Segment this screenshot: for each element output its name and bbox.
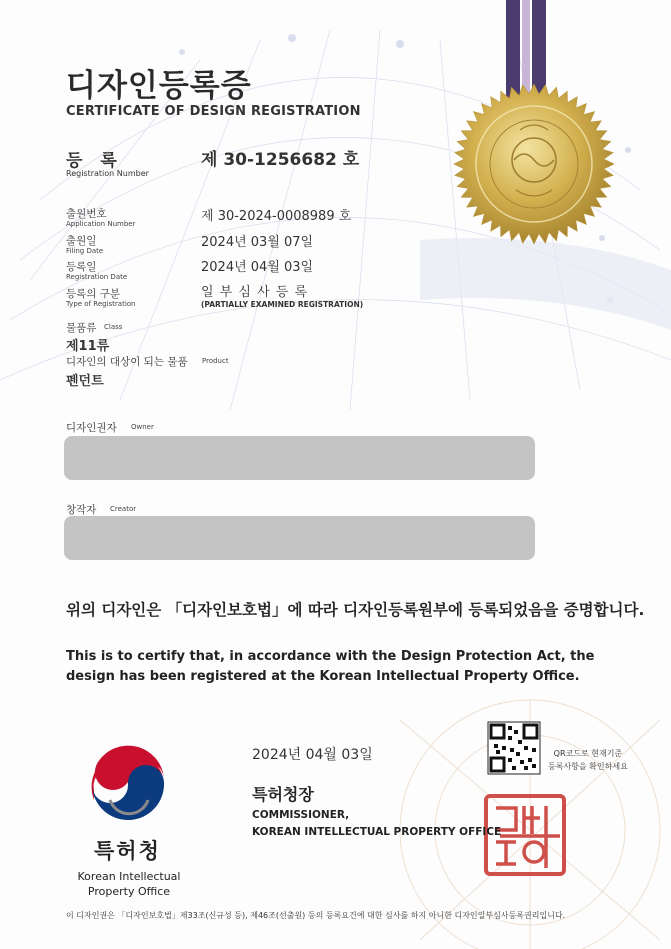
qr-note-line2: 등록사항을 확인하세요 <box>548 762 628 771</box>
owner-label-en: Owner <box>131 423 154 431</box>
office-name-korean: 특허청 <box>94 839 161 863</box>
creator-label-ko: 창작자 <box>66 504 97 516</box>
application-number-value: 제 30-2024-0008989 호 <box>201 209 352 224</box>
creator-redacted-box <box>64 516 535 560</box>
footer-note: 이 디자인권은 「디자인보호법」제33조(신규성 등), 제46조(선출원) 등의 등록요건에 대한 심사를 하지 아니한 디자인일부심사등록권리입니다. <box>66 911 566 920</box>
title-english: CERTIFICATE OF DESIGN REGISTRATION <box>66 104 361 119</box>
commissioner-english-line2: KOREAN INTELLECTUAL PROPERTY OFFICE <box>252 826 502 838</box>
certification-english: This is to certify that, in accordance with the Design Protection Act, the design has been registered at the Korean Intellectual Property Office. <box>66 649 595 684</box>
class-label-ko: 물품류 <box>66 322 97 334</box>
product-value: 펜던트 <box>66 374 104 389</box>
commissioner-english-line1: COMMISSIONER, <box>252 809 350 821</box>
registration-type-value-en: (PARTIALLY EXAMINED REGISTRATION) <box>201 300 364 309</box>
title-korean: 디자인등록증 <box>66 68 252 104</box>
filing-date-label-ko: 출원일 <box>66 235 97 247</box>
registration-label-ko: 등 록 <box>66 151 123 171</box>
application-number-label-en: Application Number <box>66 220 136 228</box>
creator-label-en: Creator <box>110 505 137 513</box>
registration-number: 제 30-1256682 호 <box>201 150 360 170</box>
registration-type-label-en: Type of Registration <box>66 300 136 308</box>
registration-date-value: 2024년 04월 03일 <box>201 260 314 275</box>
application-number-label-ko: 출원번호 <box>66 208 107 220</box>
kipo-logo-icon <box>92 746 165 824</box>
filing-date-label-en: Filing Date <box>66 247 104 255</box>
registration-date-label-ko: 등록일 <box>66 261 97 273</box>
owner-label-ko: 디자인권자 <box>66 422 117 434</box>
issue-date: 2024년 04월 03일 <box>252 747 373 763</box>
commissioner-korean: 특허청장 <box>252 785 314 804</box>
registration-date-label-en: Registration Date <box>66 273 128 281</box>
office-name-english: Korean Intellectual Property Office <box>77 870 181 898</box>
filing-date-value: 2024년 03월 07일 <box>201 235 314 250</box>
registration-type-value: 일 부 심 사 등 록 <box>201 285 309 300</box>
qr-note <box>548 747 628 773</box>
class-label-en: Class <box>104 323 123 331</box>
class-value: 제11류 <box>66 339 110 354</box>
product-label-en: Product <box>202 357 229 365</box>
registration-type-label-ko: 등록의 구분 <box>66 288 121 300</box>
product-label-ko: 디자인의 대상이 되는 물품 <box>66 356 188 368</box>
qr-note-line1: QR코드로 현재기준 <box>553 749 623 758</box>
registration-label-en: Registration Number <box>66 169 149 178</box>
gold-seal <box>454 84 614 244</box>
owner-redacted-box <box>64 436 535 480</box>
qr-code-icon <box>488 722 540 774</box>
commissioner-english <box>252 807 501 841</box>
certification-korean: 위의 디자인은 「디자인보호법」에 따라 디자인등록원부에 등록되었음을 증명합니다. <box>66 601 645 619</box>
